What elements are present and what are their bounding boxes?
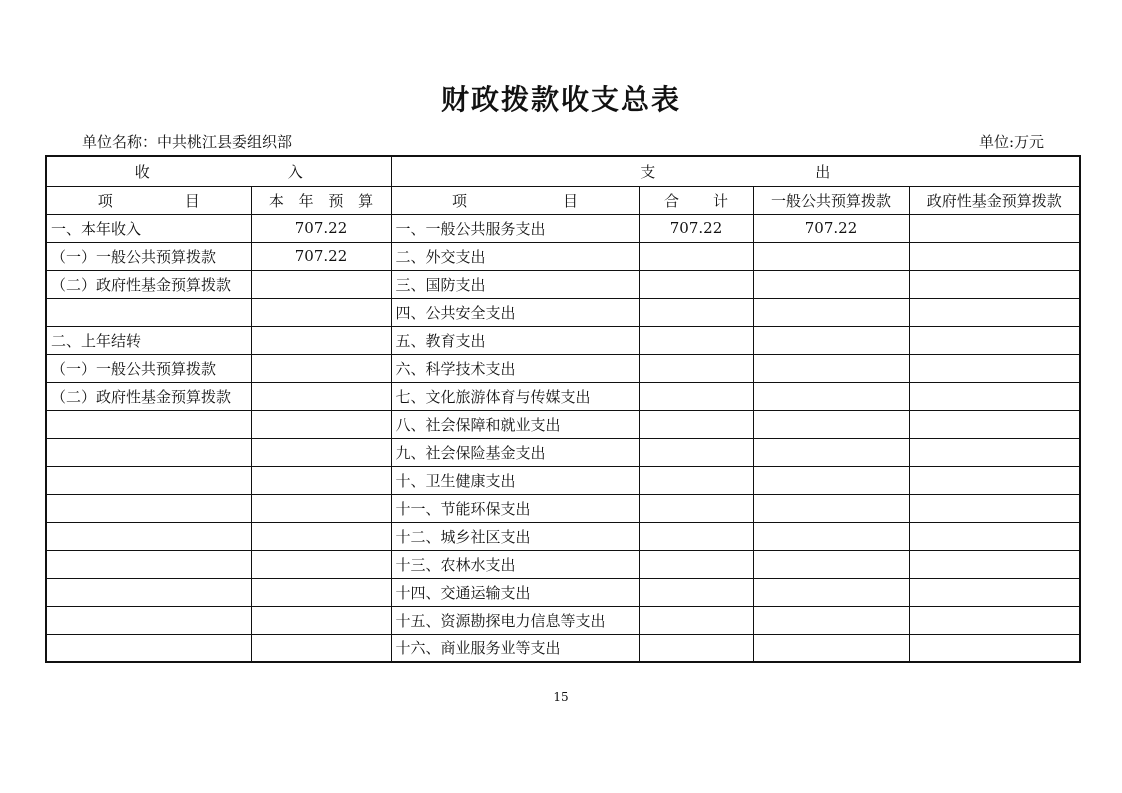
expense-total-char-b: 计 [713,191,729,210]
unit-label: 单位:万元 [978,133,1044,151]
income-group-header [46,156,391,186]
expense-item-cell: 十二、城乡社区支出 [391,522,639,550]
expense-fund-cell [909,354,1080,382]
expense-general-cell [753,382,909,410]
table-row [46,382,1080,410]
expense-fund-cell [909,214,1080,242]
expense-general-cell [753,578,909,606]
expense-total-header [639,186,753,214]
income-item-cell [46,438,251,466]
expense-item-cell: 五、教育支出 [391,326,639,354]
expense-total-char-a: 合 [663,191,679,210]
income-budget-cell [251,466,391,494]
table-row [46,298,1080,326]
expense-fund-cell [909,522,1080,550]
income-group-char-a: 收 [134,162,150,181]
expense-fund-cell [909,326,1080,354]
expense-item-cell: 四、公共安全支出 [391,298,639,326]
expense-general-cell [753,410,909,438]
income-item-cell [46,550,251,578]
table-row [46,550,1080,578]
expense-item-cell: 十、卫生健康支出 [391,466,639,494]
expense-total-cell [639,606,753,634]
expense-item-cell: 三、国防支出 [391,270,639,298]
expense-item-char-b: 目 [563,191,579,210]
expense-total-cell [639,522,753,550]
expense-group-char-b: 出 [815,162,831,181]
expense-fund-cell [909,242,1080,270]
expense-general-cell [753,550,909,578]
expense-fund-cell [909,466,1080,494]
income-budget-cell [251,354,391,382]
expense-fund-cell [909,270,1080,298]
expense-general-cell [753,298,909,326]
expense-fund-cell [909,550,1080,578]
income-item-header [46,186,251,214]
expense-fund-cell [909,494,1080,522]
expense-total-cell [639,494,753,522]
expense-general-header: 一般公共预算拨款 [753,186,909,214]
expense-fund-cell [909,578,1080,606]
table-row [46,634,1080,662]
table-row [46,326,1080,354]
expense-item-cell: 六、科学技术支出 [391,354,639,382]
income-budget-cell: 707.22 [251,242,391,270]
income-item-cell [46,578,251,606]
income-item-cell: （二）政府性基金预算拨款 [46,382,251,410]
income-item-cell: 一、本年收入 [46,214,251,242]
table-row [46,354,1080,382]
unit-name-label: 单位名称：中共桃江县委组织部 [82,133,293,151]
income-budget-cell [251,326,391,354]
expense-general-cell [753,270,909,298]
income-budget-cell [251,550,391,578]
expense-total-cell [639,466,753,494]
income-budget-cell [251,522,391,550]
expense-total-cell [639,550,753,578]
expense-total-cell [639,354,753,382]
income-item-cell: （二）政府性基金预算拨款 [46,270,251,298]
income-budget-cell [251,634,391,662]
expense-fund-cell [909,382,1080,410]
expense-item-cell: 十一、节能环保支出 [391,494,639,522]
expense-general-cell [753,494,909,522]
expense-general-cell [753,438,909,466]
expense-total-cell [639,438,753,466]
expense-item-cell: 一、一般公共服务支出 [391,214,639,242]
expense-item-char-a: 项 [451,191,467,210]
page-number: 15 [553,690,569,704]
expense-item-cell: 十四、交通运输支出 [391,578,639,606]
income-item-cell [46,634,251,662]
income-budget-cell [251,382,391,410]
income-budget-cell [251,494,391,522]
income-budget-cell [251,270,391,298]
expense-general-cell: 707.22 [753,214,909,242]
income-budget-cell [251,298,391,326]
income-item-cell [46,522,251,550]
expense-general-cell [753,522,909,550]
expense-fund-cell [909,606,1080,634]
income-item-cell: （一）一般公共预算拨款 [46,354,251,382]
expense-fund-cell [909,438,1080,466]
expense-general-cell [753,466,909,494]
expense-item-cell: 七、文化旅游体育与传媒支出 [391,382,639,410]
expense-general-cell [753,634,909,662]
table-row [46,466,1080,494]
expense-total-cell [639,578,753,606]
table-row [46,494,1080,522]
income-item-cell [46,494,251,522]
income-item-char-a: 项 [97,191,113,210]
page-title: 财政拨款收支总表 [440,83,681,116]
expense-total-cell [639,242,753,270]
income-item-cell [46,606,251,634]
expense-item-header [391,186,639,214]
income-item-char-b: 目 [184,191,200,210]
expense-total-cell [639,634,753,662]
table-row [46,242,1080,270]
expense-fund-header: 政府性基金预算拨款 [909,186,1080,214]
income-budget-cell [251,606,391,634]
expense-fund-cell [909,410,1080,438]
expense-total-cell: 707.22 [639,214,753,242]
expense-item-cell: 十五、资源勘探电力信息等支出 [391,606,639,634]
table-row [46,214,1080,242]
expense-total-cell [639,326,753,354]
expense-general-cell [753,354,909,382]
expense-fund-cell [909,634,1080,662]
income-item-cell [46,298,251,326]
income-budget-cell: 707.22 [251,214,391,242]
expense-general-cell [753,606,909,634]
income-item-cell [46,466,251,494]
table-row [46,438,1080,466]
expense-item-cell: 二、外交支出 [391,242,639,270]
income-budget-cell [251,438,391,466]
expense-total-cell [639,410,753,438]
expense-fund-cell [909,298,1080,326]
expense-total-cell [639,298,753,326]
expense-total-cell [639,270,753,298]
income-group-char-b: 入 [287,162,303,181]
income-budget-cell [251,410,391,438]
income-budget-header: 本 年 预 算 [251,186,391,214]
income-item-cell: （一）一般公共预算拨款 [46,242,251,270]
expense-total-cell [639,382,753,410]
expense-item-cell: 九、社会保险基金支出 [391,438,639,466]
income-item-cell: 二、上年结转 [46,326,251,354]
table-row [46,522,1080,550]
income-budget-cell [251,578,391,606]
expense-item-cell: 十三、农林水支出 [391,550,639,578]
expense-general-cell [753,326,909,354]
table-row [46,578,1080,606]
table-row [46,410,1080,438]
column-header-row [46,186,1080,214]
expense-group-header [391,156,1080,186]
table-row [46,606,1080,634]
expense-general-cell [753,242,909,270]
expense-item-cell: 十六、商业服务业等支出 [391,634,639,662]
table-row [46,270,1080,298]
budget-summary-table [45,155,1081,663]
income-item-cell [46,410,251,438]
group-header-row [46,156,1080,186]
expense-group-char-a: 支 [640,162,656,181]
expense-item-cell: 八、社会保障和就业支出 [391,410,639,438]
